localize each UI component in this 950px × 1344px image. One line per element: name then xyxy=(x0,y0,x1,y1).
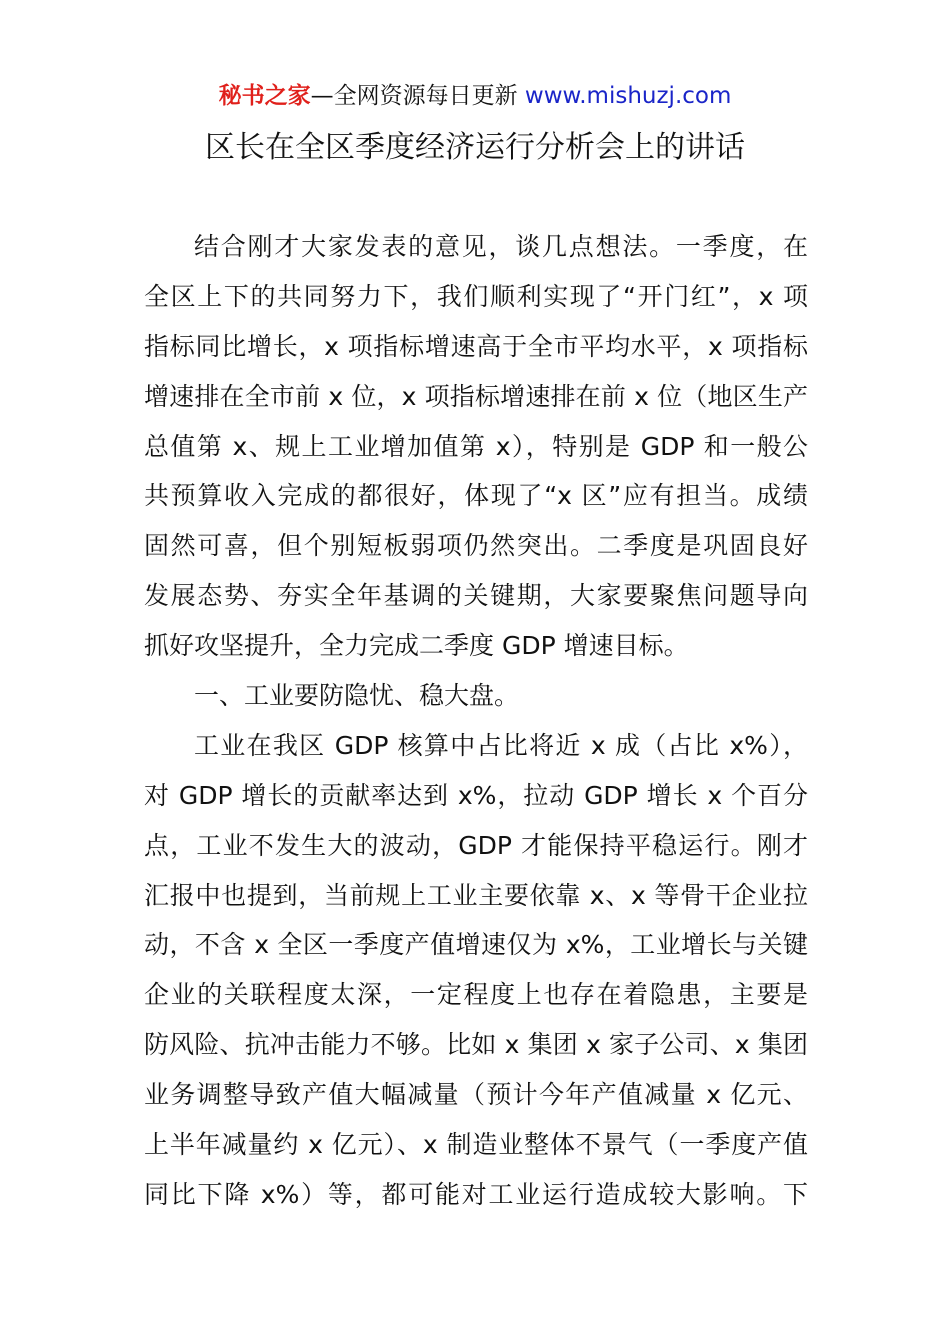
section-heading: 一、工业要防隐忧、稳大盘。 xyxy=(194,681,520,711)
text-line: 防风险、抗冲击能力不够。比如 x 集团 x 家子公司、x 集团 xyxy=(144,1030,808,1060)
text-line: 工业在我区 GDP 核算中占比将近 x 成（占比 x%）， xyxy=(194,730,808,760)
text-line: 发展态势、夯实全年基调的关键期，大家要聚焦问题导向 xyxy=(144,581,808,611)
text-line: 指标同比增长，x 项指标增速高于全市平均水平，x 项指标 xyxy=(144,331,808,361)
text-line: 固然可喜，但个别短板弱项仍然突出。二季度是巩固良好 xyxy=(144,531,808,561)
text-line: 结合刚才大家发表的意见，谈几点想法。一季度，在 xyxy=(194,232,808,261)
text-line: 总值第 x、规上工业增加值第 x），特别是 GDP 和一般公 xyxy=(144,431,808,461)
document-body xyxy=(144,222,808,1220)
text-line: 增速排在全市前 x 位，x 项指标增速排在前 x 位（地区生产 xyxy=(144,381,808,411)
text-line: 业务调整导致产值大幅减量（预计今年产值减量 x 亿元、 xyxy=(144,1080,808,1110)
text-line: 对 GDP 增长的贡献率达到 x%，拉动 GDP 增长 x 个百分 xyxy=(144,780,808,810)
text-line: 抓好攻坚提升，全力完成二季度 GDP 增速目标。 xyxy=(144,631,689,661)
site-tagline: —全网资源每日更新 xyxy=(310,83,525,109)
text-line: 同比下降 x%）等，都可能对工业运行造成较大影响。下 xyxy=(144,1179,808,1209)
site-brand: 秘书之家 xyxy=(218,83,311,109)
site-header xyxy=(0,80,950,112)
document-title: 区长在全区季度经济运行分析会上的讲话 xyxy=(205,130,745,165)
text-line: 动，不含 x 全区一季度产值增速仅为 x%，工业增长与关键 xyxy=(144,930,808,960)
site-url-link[interactable]: www.mishuzj.com xyxy=(524,83,732,109)
text-line: 汇报中也提到，当前规上工业主要依靠 x、x 等骨干企业拉 xyxy=(144,880,808,910)
text-line: 上半年减量约 x 亿元）、x 制造业整体不景气（一季度产值 xyxy=(144,1130,808,1160)
text-line: 全区上下的共同努力下，我们顺利实现了“开门红”，x 项 xyxy=(144,281,808,311)
text-line: 共预算收入完成的都很好，体现了“x 区”应有担当。成绩 xyxy=(144,481,808,511)
text-line: 点，工业不发生大的波动，GDP 才能保持平稳运行。刚才 xyxy=(144,830,808,860)
text-line: 企业的关联程度太深，一定程度上也存在着隐患，主要是 xyxy=(144,980,808,1010)
